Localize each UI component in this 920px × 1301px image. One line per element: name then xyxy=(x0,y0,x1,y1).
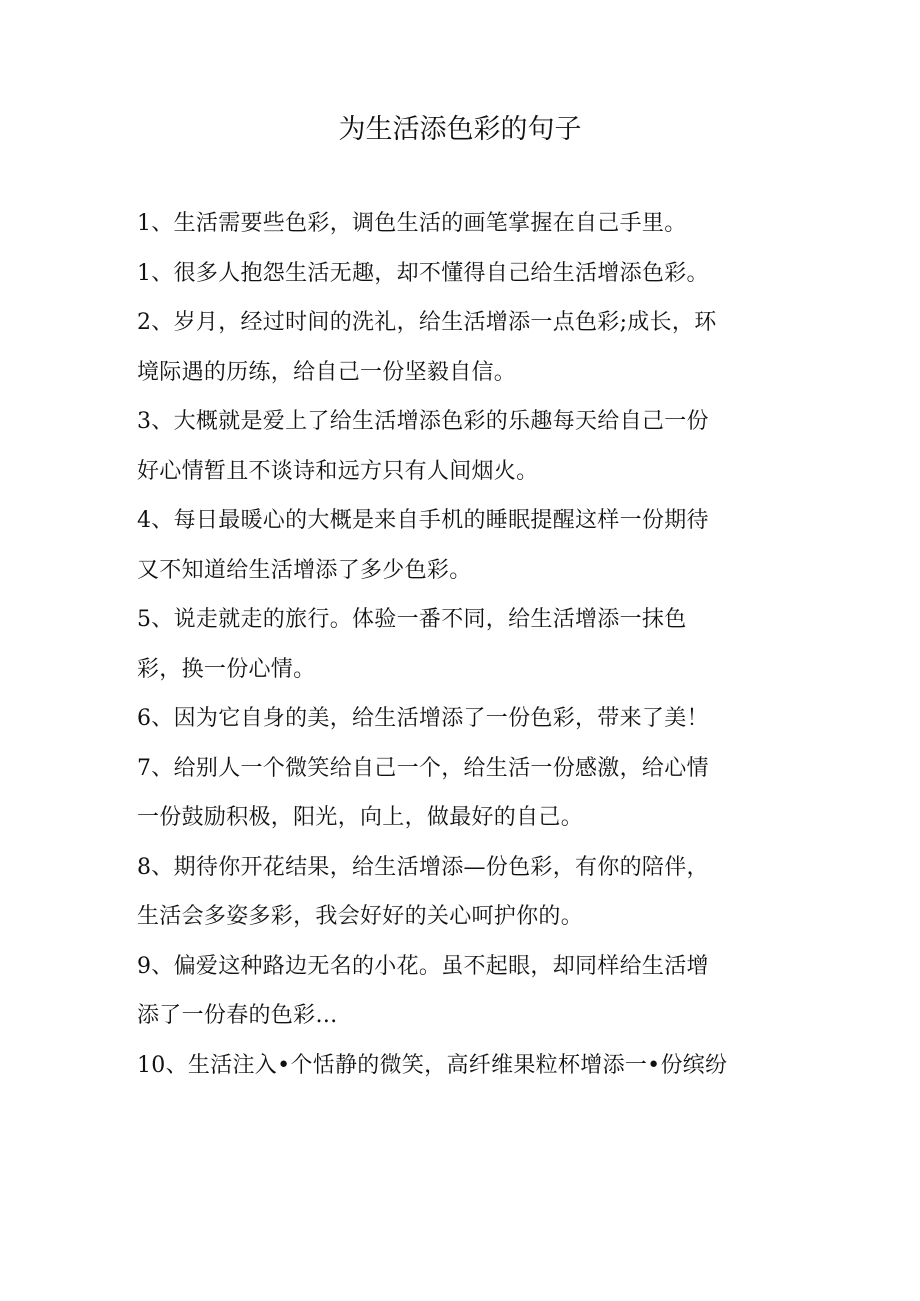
sentence-list xyxy=(137,199,797,1090)
document-title: 为生活添色彩的句子 xyxy=(338,114,582,145)
text-line: 7、给别人一个微笑给自己一个，给生活一份感激，给心情 xyxy=(137,755,709,781)
text-line: 生活会多姿多彩，我会好好的关心呵护你的。 xyxy=(137,904,584,929)
text-line: 10、生活注入•个恬静的微笑，高纤维果粒杯增添一•份缤纷 xyxy=(137,1052,728,1078)
text-line: 1、生活需要些色彩，调色生活的画笔掌握在自己手里。 xyxy=(137,211,687,236)
text-line: 8、期待你开花结果，给生活增添—份色彩，有你的陪伴， xyxy=(137,854,709,880)
text-line: 3、大概就是爱上了给生活增添色彩的乐趣每天给自己一份 xyxy=(137,409,709,434)
text-line: 4、每日最暖心的大概是来自手机的睡眠提醒这样一份期待 xyxy=(137,508,709,533)
text-line: 一份鼓励积极，阳光，向上，做最好的自己。 xyxy=(137,805,584,830)
text-line: 彩，换一份心情。 xyxy=(137,656,316,682)
text-line: 1、很多人抱怨生活无趣，却不懂得自己给生活增添色彩。 xyxy=(137,260,709,286)
text-line: 2、岁月，经过时间的洗礼，给生活增添一点色彩;成长，环 xyxy=(137,310,717,335)
text-line: 添了一份春的色彩… xyxy=(137,1003,338,1028)
text-line: 又不知道给生活增添了多少色彩。 xyxy=(137,557,472,583)
text-line: 5、说走就走的旅行。体验一番不同，给生活增添一抹色 xyxy=(137,607,687,632)
text-line: 好心情暂且不谈诗和远方只有人间烟火。 xyxy=(137,458,539,484)
text-line: 9、偏爱这种路边无名的小花。虽不起眼，却同样给生活增 xyxy=(137,953,709,979)
text-line: 6、因为它自身的美，给生活增添了一份色彩，带来了美！ xyxy=(137,706,709,731)
text-line: 境际遇的历练，给自己一份坚毅自信。 xyxy=(137,359,517,385)
